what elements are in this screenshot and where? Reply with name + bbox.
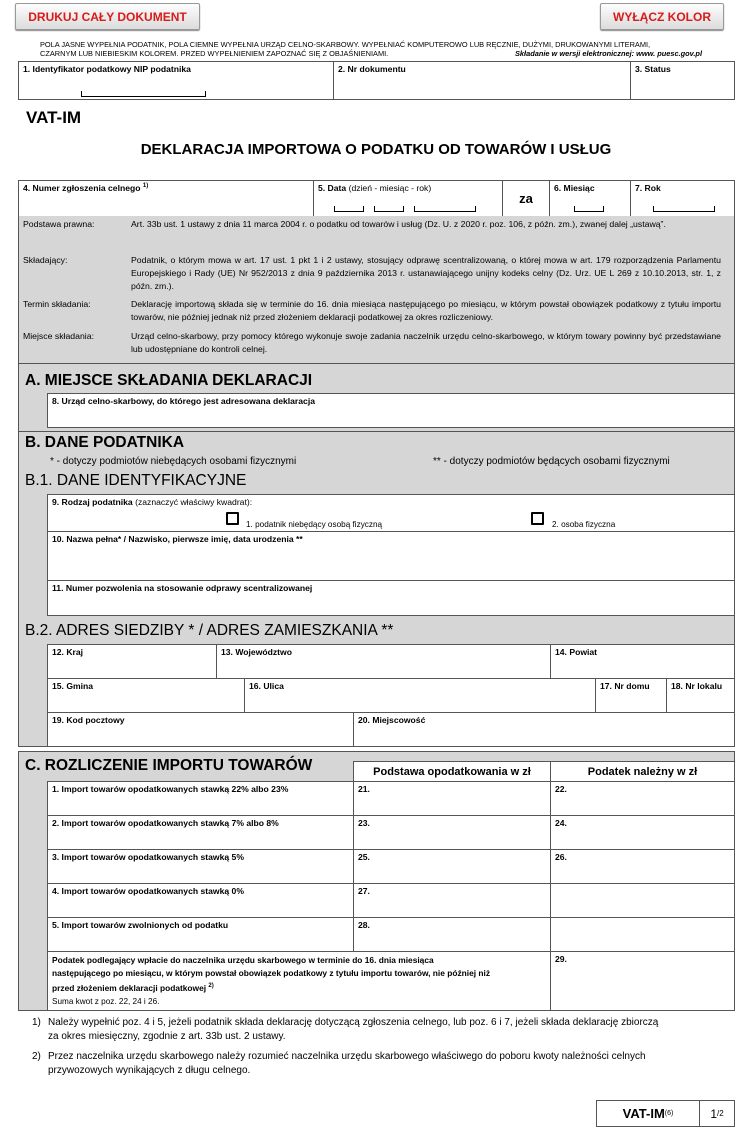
section-c-title: C. ROZLICZENIE IMPORTU TOWARÓW bbox=[25, 757, 313, 774]
print-document-button[interactable]: DRUKUJ CAŁY DOKUMENT bbox=[15, 3, 200, 30]
info-label-place: Miejsce składania: bbox=[23, 331, 94, 341]
field-county-label: 14. Powiat bbox=[555, 647, 598, 657]
empty-tax-cell bbox=[550, 883, 735, 918]
fill-instructions bbox=[40, 40, 730, 58]
field-postal-code[interactable] bbox=[47, 712, 354, 747]
field-24-label: 24. bbox=[555, 818, 567, 828]
footer-code: VAT-IM bbox=[622, 1106, 665, 1121]
field-taxpayer-type-hint: (zaznaczyć właściwy kwadrat): bbox=[135, 497, 253, 507]
field-city-label: 20. Miejscowość bbox=[358, 715, 426, 725]
field-28-label: 28. bbox=[358, 920, 370, 930]
footnote-2-text bbox=[48, 1050, 738, 1078]
field-nip[interactable] bbox=[18, 61, 334, 100]
import-row-label bbox=[47, 849, 354, 884]
import-row-label bbox=[47, 815, 354, 850]
field-month-label: 6. Miesiąc bbox=[554, 183, 595, 193]
field-full-name-label: 10. Nazwa pełna* / Nazwisko, pierwsze imię, data urodzenia ** bbox=[52, 534, 303, 544]
page-total: /2 bbox=[717, 1109, 724, 1118]
field-document-number-label: 2. Nr dokumentu bbox=[338, 64, 406, 74]
field-tax-office-label: 8. Urząd celno-skarbowy, do którego jest adresowana deklaracja bbox=[52, 396, 315, 406]
section-b2-title: B.2. ADRES SIEDZIBY * / ADRES ZAMIESZKANIA ** bbox=[25, 622, 394, 639]
taxpayer-type-option-2-checkbox[interactable] bbox=[531, 512, 544, 525]
field-postal-code-label: 19. Kod pocztowy bbox=[52, 715, 125, 725]
date-year-comb bbox=[414, 206, 476, 212]
field-26[interactable] bbox=[550, 849, 735, 884]
field-customs-declaration-number[interactable] bbox=[18, 180, 314, 217]
column-header-tax-due: Podatek należny w zł bbox=[550, 761, 735, 782]
field-permit-number-label: 11. Numer pozwolenia na stosowanie odprawy scentralizowanej bbox=[52, 583, 313, 593]
field-street-label: 16. Ulica bbox=[249, 681, 284, 691]
form-footer bbox=[596, 1100, 735, 1127]
import-row-label bbox=[47, 917, 354, 952]
footnote-2-line1: Przez naczelnika urzędu skarbowego należy rozumieć naczelnika urzędu skarbowego właściwego do poboru kwoty należności celnych bbox=[48, 1051, 646, 1062]
page-indicator bbox=[700, 1101, 734, 1126]
footnote-1-text bbox=[48, 1016, 738, 1044]
field-26-label: 26. bbox=[555, 852, 567, 862]
footnote-2-number: 2) bbox=[32, 1051, 41, 1062]
tax-payable-summary bbox=[47, 951, 551, 1011]
info-text-legal-basis: Art. 33b ust. 1 ustawy z dnia 11 marca 2004 r. o podatku od towarów i usług (Dz. U. z 2020 r. poz. 106, z późn. zm.), zwanej dalej „ustawą”. bbox=[131, 219, 666, 229]
tax-payable-summary-text bbox=[52, 954, 490, 995]
page-current: 1 bbox=[710, 1106, 717, 1121]
footer-variant: (6) bbox=[664, 1110, 674, 1117]
field-23-label: 23. bbox=[358, 818, 370, 828]
field-23[interactable] bbox=[353, 815, 551, 850]
field-voivodeship[interactable] bbox=[216, 644, 551, 679]
field-house-number[interactable] bbox=[595, 678, 667, 713]
info-text-submitter: Podatnik, o którym mowa w art. 17 ust. 1 pkt 1 i 2 ustawy, stosujący odprawę scentralizowaną, o której mowa w art. 179 rozporządzenia Parlamentu Europejskiego i Rady (UE) Nr 952/2013 z dnia 9 października 2013 r. ustanawiającego unijny kodeks celny (Dz. Urz. UE L 269 z 10.10.2013, str. 1, z późn. zm.). bbox=[131, 255, 721, 291]
tax-payable-summary-line3: przed złożeniem deklaracji podatkowej bbox=[52, 982, 207, 993]
fill-instructions-line1: POLA JASNE WYPEŁNIA PODATNIK, POLA CIEMNE WYPEŁNIA URZĄD CELNO-SKARBOWY. WYPEŁNIAĆ KOMPUTEROWO LUB RĘCZNIE, DUŻYMI, DRUKOWANYMI LITERAMI, bbox=[40, 40, 651, 49]
field-date-label: 5. Data bbox=[318, 183, 347, 193]
field-tax-office[interactable] bbox=[47, 393, 735, 428]
field-year-label: 7. Rok bbox=[635, 183, 661, 193]
footnote-1-line1: Należy wypełnić poz. 4 i 5, jeżeli podatnik składa deklarację dotyczącą zgłoszenia celnego, lub poz. 6 i 7, jeżeli składa deklarację zbiorczą bbox=[48, 1017, 659, 1028]
field-county[interactable] bbox=[550, 644, 735, 679]
field-status-label: 3. Status bbox=[635, 64, 671, 74]
import-row-label-text: 3. Import towarów opodatkowanych stawką 5% bbox=[52, 852, 244, 862]
section-b-title: B. DANE PODATNIKA bbox=[25, 434, 185, 451]
field-date-hint: (dzień - miesiąc - rok) bbox=[348, 183, 432, 193]
field-country[interactable] bbox=[47, 644, 217, 679]
field-voivodeship-label: 13. Województwo bbox=[221, 647, 292, 657]
month-comb bbox=[574, 206, 604, 212]
field-25-label: 25. bbox=[358, 852, 370, 862]
form-title: DEKLARACJA IMPORTOWA O PODATKU OD TOWARÓW I USŁUG bbox=[140, 141, 612, 158]
field-22[interactable] bbox=[550, 781, 735, 816]
field-municipality-label: 15. Gmina bbox=[52, 681, 94, 691]
field-customs-declaration-number-label: 4. Numer zgłoszenia celnego bbox=[23, 183, 141, 193]
field-27[interactable] bbox=[353, 883, 551, 918]
field-22-label: 22. bbox=[555, 784, 567, 794]
footnote-1-number: 1) bbox=[32, 1017, 41, 1028]
column-header-tax-base: Podstawa opodatkowania w zł bbox=[353, 761, 551, 782]
import-row-label-text: 5. Import towarów zwolnionych od podatku bbox=[52, 920, 229, 930]
field-27-label: 27. bbox=[358, 886, 370, 896]
tax-payable-summary-line1: Podatek podlegający wpłacie do naczelnika urzędu skarbowego w terminie do 16. dnia miesiąca bbox=[52, 955, 434, 965]
import-row-label bbox=[47, 781, 354, 816]
field-year[interactable] bbox=[630, 180, 735, 217]
field-house-number-label: 17. Nr domu bbox=[600, 681, 650, 691]
field-taxpayer-type-label: 9. Rodzaj podatnika bbox=[52, 497, 133, 507]
tax-payable-summary-line2: następującego po miesiącu, w którym powstał obowiązek podatkowy z tytułu importu towarów, nie później niż bbox=[52, 968, 491, 978]
field-25[interactable] bbox=[353, 849, 551, 884]
import-row-label-text: 4. Import towarów opodatkowanych stawką 0% bbox=[52, 886, 244, 896]
field-29-label: 29. bbox=[555, 954, 567, 964]
disable-color-button[interactable]: WYŁĄCZ KOLOR bbox=[600, 3, 724, 30]
info-text-deadline: Deklarację importową składa się w terminie do 16. dnia miesiąca następującego po miesiącu, w którym powstał obowiązek podatkowy z tytułu importu towarów, nie później jednak niż przed złożeniem deklaracji podatkowej za okres rozliczeniowy. bbox=[131, 299, 721, 322]
form-code: VAT-IM bbox=[26, 108, 82, 127]
info-text-place: Urząd celno-skarbowy, przy pomocy którego wykonuje swoje zadania naczelnik urzędu celno-skarbowego, w którym towary powinny być przedstawiane lub udostępniane do kontroli celnej. bbox=[131, 331, 721, 354]
field-28[interactable] bbox=[353, 917, 551, 952]
field-21[interactable] bbox=[353, 781, 551, 816]
import-row-label-text: 1. Import towarów opodatkowanych stawką 22% albo 23% bbox=[52, 784, 289, 794]
field-21-label: 21. bbox=[358, 784, 370, 794]
taxpayer-type-option-1-checkbox[interactable] bbox=[226, 512, 239, 525]
info-label-submitter: Składający: bbox=[23, 255, 68, 265]
note-natural-persons: ** - dotyczy podmiotów będących osobami fizycznymi bbox=[433, 456, 670, 467]
field-month[interactable] bbox=[549, 180, 631, 217]
field-taxpayer-type bbox=[47, 494, 735, 532]
section-b1-title: B.1. DANE IDENTYFIKACYJNE bbox=[25, 472, 247, 489]
note-legal-entities: * - dotyczy podmiotów niebędących osobami fizycznymi bbox=[50, 456, 297, 467]
field-24[interactable] bbox=[550, 815, 735, 850]
taxpayer-type-option-1-label: 1. podatnik niebędący osobą fizyczną bbox=[246, 520, 383, 529]
fill-instructions-line2: CZARNYM LUB NIEBIESKIM KOLOREM. PRZED WYPEŁNIENIEM ZAPOZNAĆ SIĘ Z OBJAŚNIENIAMI. bbox=[40, 49, 389, 58]
footnote-ref-2: 2) bbox=[208, 983, 214, 989]
footer-form-code bbox=[597, 1101, 700, 1126]
field-document-number bbox=[333, 61, 631, 100]
taxpayer-type-option-2-label: 2. osoba fizyczna bbox=[552, 520, 616, 529]
import-row-label bbox=[47, 883, 354, 918]
field-date[interactable] bbox=[313, 180, 503, 217]
empty-tax-cell bbox=[550, 917, 735, 952]
field-apartment-number[interactable] bbox=[666, 678, 735, 713]
field-29[interactable] bbox=[550, 951, 735, 1011]
field-country-label: 12. Kraj bbox=[52, 647, 84, 657]
info-label-legal-basis: Podstawa prawna: bbox=[23, 219, 95, 229]
field-full-name[interactable] bbox=[47, 531, 735, 581]
field-permit-number[interactable] bbox=[47, 580, 735, 616]
footnote-ref-1: 1) bbox=[142, 183, 149, 190]
footnote-1-line2: za okres miesięczny, zgodnie z art. 33b ust. 2 ustawy. bbox=[48, 1031, 286, 1042]
import-row-label-text: 2. Import towarów opodatkowanych stawką 7% albo 8% bbox=[52, 818, 279, 828]
field-apartment-number-label: 18. Nr lokalu bbox=[671, 681, 723, 691]
section-a-title: A. MIEJSCE SKŁADANIA DEKLARACJI bbox=[25, 372, 313, 389]
electronic-submission-note: Składanie w wersji elektronicznej: www. puesc.gov.pl bbox=[514, 49, 702, 58]
date-day-comb bbox=[334, 206, 364, 212]
nip-comb bbox=[81, 91, 206, 97]
footnote-2-line2: przywozowych wynikających z długu celnego. bbox=[48, 1065, 251, 1076]
field-nip-label: 1. Identyfikator podatkowy NIP podatnika bbox=[23, 64, 191, 74]
info-label-deadline: Termin składania: bbox=[23, 299, 91, 309]
year-comb bbox=[653, 206, 715, 212]
date-month-comb bbox=[374, 206, 404, 212]
za-connector: za bbox=[502, 180, 550, 217]
field-municipality[interactable] bbox=[47, 678, 245, 713]
tax-payable-summary-note: Suma kwot z poz. 22, 24 i 26. bbox=[52, 997, 160, 1006]
field-status bbox=[630, 61, 735, 100]
field-city[interactable] bbox=[353, 712, 735, 747]
field-street[interactable] bbox=[244, 678, 596, 713]
